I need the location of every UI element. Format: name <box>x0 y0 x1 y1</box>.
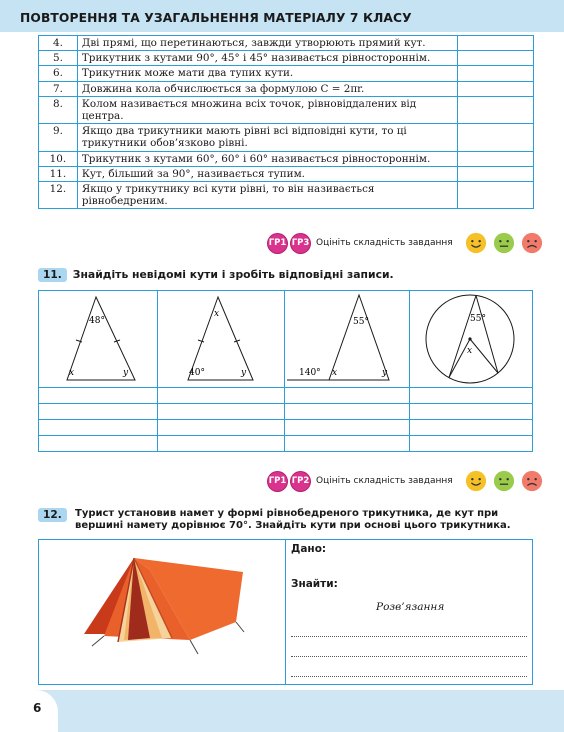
triangle-figure-1 <box>39 291 157 387</box>
right-angle-label: y <box>123 368 129 378</box>
apex-angle-label: x <box>214 309 220 319</box>
statement-text: Дві прямі, що перетинаються, завжди утворюють прямий кут. <box>77 36 457 51</box>
tent-illustration <box>78 550 248 665</box>
answer-cell[interactable] <box>457 81 533 96</box>
difficulty-rating-1 <box>268 232 543 254</box>
apex-angle-label: 48° <box>89 316 105 326</box>
exterior-angle-label: 140° <box>299 368 321 378</box>
table-row <box>39 182 534 209</box>
statement-text: Трикутник з кутами 60°, 60° і 60° називається рівностороннім. <box>77 151 457 166</box>
task-text: Знайдіть невідомі кути і зробіть відповідні записи. <box>72 268 394 281</box>
statement-number: 11. <box>39 166 78 181</box>
answer-cell[interactable] <box>457 166 533 181</box>
group-badge: ГР2 <box>291 472 310 491</box>
table-row <box>39 151 534 166</box>
statement-number: 7. <box>39 81 78 96</box>
statement-text: Якщо у трикутнику всі кути рівні, то він називається рівнобедреним. <box>77 182 457 209</box>
table-row <box>39 166 534 181</box>
difficulty-rating-2 <box>268 470 543 492</box>
statement-text: Трикутник може мати два тупих кути. <box>77 66 457 81</box>
find-label: Знайти: <box>291 578 338 590</box>
statement-text: Якщо два трикутники мають рівні всі відповідні кути, то ці трикутники обов’язково рівні. <box>77 124 457 151</box>
answer-line[interactable] <box>291 656 527 657</box>
neutral-face-icon[interactable] <box>493 232 515 254</box>
solution-label: Розв’язання <box>376 601 445 613</box>
statement-number: 5. <box>39 51 78 66</box>
statement-number: 12. <box>39 182 78 209</box>
task-11-heading <box>38 268 394 282</box>
task-12-number: 12. <box>38 508 73 522</box>
right-angle-label: y <box>382 368 388 378</box>
statement-number: 10. <box>39 151 78 166</box>
answer-cell[interactable] <box>457 96 533 123</box>
right-angle-label: y <box>241 368 247 378</box>
answer-line[interactable] <box>291 636 527 637</box>
table-row <box>39 66 534 81</box>
group-badge: ГР1 <box>268 472 287 491</box>
triangle-figure-3 <box>285 291 409 387</box>
statement-text: Колом називається множина всіх точок, рівновіддалених від центра. <box>77 96 457 123</box>
central-angle-label: x <box>467 346 473 356</box>
table-row <box>39 36 534 51</box>
statement-number: 4. <box>39 36 78 51</box>
sad-face-icon[interactable] <box>521 232 543 254</box>
page-footer <box>0 690 564 732</box>
answer-cell[interactable] <box>457 66 533 81</box>
smile-face-icon[interactable] <box>465 470 487 492</box>
answer-cell[interactable] <box>457 182 533 209</box>
page-number: 6 <box>33 701 42 715</box>
group-badge: ГР3 <box>291 234 310 253</box>
statements-table <box>38 35 534 209</box>
task-number: 11. <box>38 268 67 282</box>
sad-face-icon[interactable] <box>521 470 543 492</box>
statement-number: 9. <box>39 124 78 151</box>
smile-face-icon[interactable] <box>465 232 487 254</box>
left-angle-label: 40° <box>189 368 205 378</box>
given-label: Дано: <box>291 543 327 555</box>
statement-number: 6. <box>39 66 78 81</box>
answer-cell[interactable] <box>457 124 533 151</box>
table-row <box>39 96 534 123</box>
answer-cell[interactable] <box>457 36 533 51</box>
page-title: ПОВТОРЕННЯ ТА УЗАГАЛЬНЕННЯ МАТЕРІАЛУ 7 КЛАСУ <box>20 11 412 25</box>
statement-text: Трикутник з кутами 90°, 45° і 45° називається рівностороннім. <box>77 51 457 66</box>
task-12-text: Турист установив намет у формі рівнобедреного трикутника, де кут при вершині намету дорівнює 70°. Знайдіть кути при основі цього трикутника. <box>75 508 511 531</box>
task-11-grid <box>38 290 533 452</box>
statement-text: Довжина кола обчислюється за формулою C = 2πr. <box>77 81 457 96</box>
rating-label: Оцініть складність завдання <box>316 476 453 486</box>
table-row <box>39 81 534 96</box>
answer-cell[interactable] <box>457 51 533 66</box>
answer-cell[interactable] <box>457 151 533 166</box>
inscribed-angle-label: 55° <box>470 314 486 324</box>
left-angle-label: x <box>69 368 75 378</box>
left-angle-label: x <box>332 368 338 378</box>
group-badge: ГР1 <box>268 234 287 253</box>
apex-angle-label: 55° <box>353 317 369 327</box>
circle-figure <box>410 291 532 387</box>
table-row <box>39 51 534 66</box>
rating-label: Оцініть складність завдання <box>316 238 453 248</box>
table-row <box>39 124 534 151</box>
triangle-figure-2 <box>158 291 284 387</box>
answer-line[interactable] <box>291 676 527 677</box>
neutral-face-icon[interactable] <box>493 470 515 492</box>
statement-text: Кут, більший за 90°, називається тупим. <box>77 166 457 181</box>
statement-number: 8. <box>39 96 78 123</box>
